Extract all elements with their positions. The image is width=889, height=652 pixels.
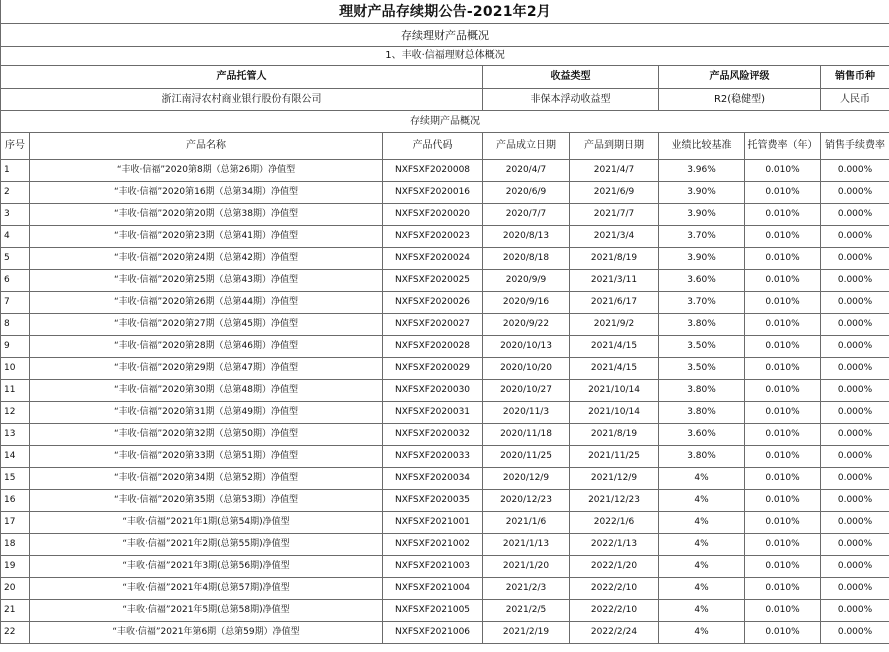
row-number: 5: [1, 248, 30, 270]
product-name: “丰收·信福”2020第16期（总第34期）净值型: [30, 182, 383, 204]
custody-fee: 0.010%: [745, 336, 821, 358]
end-date: 2021/4/15: [570, 336, 659, 358]
custody-fee: 0.010%: [745, 358, 821, 380]
table-row: [1, 402, 889, 424]
product-name: “丰收·信福”2020第33期（总第51期）净值型: [30, 446, 383, 468]
sales-fee: 0.000%: [821, 292, 889, 314]
benchmark: 4%: [659, 534, 745, 556]
custody-fee: 0.010%: [745, 314, 821, 336]
sales-fee: 0.000%: [821, 160, 889, 182]
start-date: 2020/9/22: [483, 314, 570, 336]
table-row: [1, 534, 889, 556]
section-overview-heading: 1、丰收·信福理财总体概况: [1, 47, 889, 66]
table-row: [1, 600, 889, 622]
end-date: 2022/1/13: [570, 534, 659, 556]
benchmark: 3.90%: [659, 248, 745, 270]
product-name: “丰收·信福”2021年2期(总第55期)净值型: [30, 534, 383, 556]
end-date: 2021/4/15: [570, 358, 659, 380]
sales-fee: 0.000%: [821, 182, 889, 204]
row-number: 7: [1, 292, 30, 314]
end-date: 2021/12/9: [570, 468, 659, 490]
table-row: [1, 336, 889, 358]
end-date: 2021/3/11: [570, 270, 659, 292]
product-code: NXFSXF2020008: [383, 160, 483, 182]
subtitle: 存续理财产品概况: [1, 24, 889, 47]
risk-level-header: 产品风险评级: [659, 66, 821, 89]
start-date: 2020/11/18: [483, 424, 570, 446]
product-code: NXFSXF2020028: [383, 336, 483, 358]
sales-fee: 0.000%: [821, 534, 889, 556]
sales-fee: 0.000%: [821, 402, 889, 424]
start-date: 2020/7/7: [483, 204, 570, 226]
custody-fee: 0.010%: [745, 270, 821, 292]
start-date: 2021/2/3: [483, 578, 570, 600]
benchmark: 3.90%: [659, 204, 745, 226]
row-number: 10: [1, 358, 30, 380]
col-header-benchmark: 业绩比较基准: [659, 133, 745, 160]
table-row: [1, 380, 889, 402]
product-code: NXFSXF2020020: [383, 204, 483, 226]
row-number: 18: [1, 534, 30, 556]
col-header-name: 产品名称: [30, 133, 383, 160]
income-type-header: 收益类型: [483, 66, 659, 89]
table-row: [1, 160, 889, 182]
sales-fee: 0.000%: [821, 314, 889, 336]
benchmark: 4%: [659, 600, 745, 622]
col-header-sales-fee: 销售手续费率: [821, 133, 889, 160]
sales-fee: 0.000%: [821, 248, 889, 270]
end-date: 2021/6/17: [570, 292, 659, 314]
table-row: [1, 270, 889, 292]
row-number: 2: [1, 182, 30, 204]
sales-fee: 0.000%: [821, 622, 889, 644]
custody-fee: 0.010%: [745, 600, 821, 622]
custody-fee: 0.010%: [745, 490, 821, 512]
product-name: “丰收·信福”2020第25期（总第43期）净值型: [30, 270, 383, 292]
section-products-heading: 存续期产品概况: [1, 111, 889, 133]
table-row: [1, 358, 889, 380]
start-date: 2020/10/13: [483, 336, 570, 358]
product-code: NXFSXF2020031: [383, 402, 483, 424]
risk-level-value: R2(稳健型): [659, 89, 821, 111]
product-code: NXFSXF2020027: [383, 314, 483, 336]
row-number: 3: [1, 204, 30, 226]
end-date: 2021/9/2: [570, 314, 659, 336]
sales-fee: 0.000%: [821, 226, 889, 248]
custodian-value: 浙江南浔农村商业银行股份有限公司: [1, 89, 483, 111]
start-date: 2021/2/19: [483, 622, 570, 644]
benchmark: 4%: [659, 468, 745, 490]
benchmark: 4%: [659, 556, 745, 578]
row-number: 4: [1, 226, 30, 248]
product-name: “丰收·信福”2020第24期（总第42期）净值型: [30, 248, 383, 270]
row-number: 1: [1, 160, 30, 182]
custody-fee: 0.010%: [745, 204, 821, 226]
row-number: 11: [1, 380, 30, 402]
sales-fee: 0.000%: [821, 600, 889, 622]
custody-fee: 0.010%: [745, 622, 821, 644]
custody-fee: 0.010%: [745, 424, 821, 446]
row-number: 22: [1, 622, 30, 644]
start-date: 2021/1/6: [483, 512, 570, 534]
table-row: [1, 468, 889, 490]
start-date: 2020/4/7: [483, 160, 570, 182]
row-number: 8: [1, 314, 30, 336]
col-header-code: 产品代码: [383, 133, 483, 160]
start-date: 2020/8/18: [483, 248, 570, 270]
benchmark: 3.70%: [659, 226, 745, 248]
income-type-value: 非保本浮动收益型: [483, 89, 659, 111]
custody-fee: 0.010%: [745, 446, 821, 468]
custody-fee: 0.010%: [745, 534, 821, 556]
end-date: 2021/3/4: [570, 226, 659, 248]
table-row: [1, 490, 889, 512]
custody-fee: 0.010%: [745, 226, 821, 248]
row-number: 17: [1, 512, 30, 534]
product-code: NXFSXF2020030: [383, 380, 483, 402]
end-date: 2022/1/6: [570, 512, 659, 534]
product-code: NXFSXF2020029: [383, 358, 483, 380]
table-row: [1, 556, 889, 578]
table-row: [1, 578, 889, 600]
table-row: [1, 424, 889, 446]
table-row: [1, 512, 889, 534]
table-row: [1, 446, 889, 468]
product-name: “丰收·信福”2020第20期（总第38期）净值型: [30, 204, 383, 226]
sales-fee: 0.000%: [821, 468, 889, 490]
product-code: NXFSXF2020026: [383, 292, 483, 314]
custody-fee: 0.010%: [745, 292, 821, 314]
sales-fee: 0.000%: [821, 336, 889, 358]
product-code: NXFSXF2020033: [383, 446, 483, 468]
benchmark: 3.60%: [659, 270, 745, 292]
benchmark: 4%: [659, 512, 745, 534]
product-code: NXFSXF2021006: [383, 622, 483, 644]
end-date: 2021/8/19: [570, 424, 659, 446]
page-title: 理财产品存续期公告-2021年2月: [1, 0, 889, 24]
end-date: 2021/4/7: [570, 160, 659, 182]
end-date: 2021/12/23: [570, 490, 659, 512]
row-number: 15: [1, 468, 30, 490]
benchmark: 4%: [659, 490, 745, 512]
product-name: “丰收·信福”2021年第6期（总第59期）净值型: [30, 622, 383, 644]
product-code: NXFSXF2021005: [383, 600, 483, 622]
sales-fee: 0.000%: [821, 270, 889, 292]
end-date: 2021/10/14: [570, 402, 659, 424]
product-code: NXFSXF2021002: [383, 534, 483, 556]
sales-fee: 0.000%: [821, 490, 889, 512]
start-date: 2021/2/5: [483, 600, 570, 622]
end-date: 2022/2/24: [570, 622, 659, 644]
end-date: 2022/2/10: [570, 578, 659, 600]
sales-fee: 0.000%: [821, 424, 889, 446]
benchmark: 3.80%: [659, 380, 745, 402]
table-row: [1, 204, 889, 226]
start-date: 2020/9/16: [483, 292, 570, 314]
row-number: 19: [1, 556, 30, 578]
benchmark: 3.90%: [659, 182, 745, 204]
benchmark: 3.50%: [659, 336, 745, 358]
table-row: [1, 622, 889, 644]
product-code: NXFSXF2021003: [383, 556, 483, 578]
sales-fee: 0.000%: [821, 380, 889, 402]
start-date: 2020/12/23: [483, 490, 570, 512]
benchmark: 3.80%: [659, 446, 745, 468]
col-header-start-date: 产品成立日期: [483, 133, 570, 160]
product-name: “丰收·信福”2020第31期（总第49期）净值型: [30, 402, 383, 424]
benchmark: 3.80%: [659, 314, 745, 336]
start-date: 2020/11/25: [483, 446, 570, 468]
start-date: 2021/1/13: [483, 534, 570, 556]
table-row: [1, 314, 889, 336]
end-date: 2022/2/10: [570, 600, 659, 622]
start-date: 2021/1/20: [483, 556, 570, 578]
product-name: “丰收·信福”2020第8期（总第26期）净值型: [30, 160, 383, 182]
product-code: NXFSXF2020032: [383, 424, 483, 446]
sales-fee: 0.000%: [821, 358, 889, 380]
row-number: 20: [1, 578, 30, 600]
product-name: “丰收·信福”2020第30期（总第48期）净值型: [30, 380, 383, 402]
custodian-header: 产品托管人: [1, 66, 483, 89]
product-name: “丰收·信福”2021年5期(总第58期)净值型: [30, 600, 383, 622]
row-number: 14: [1, 446, 30, 468]
product-name: “丰收·信福”2020第23期（总第41期）净值型: [30, 226, 383, 248]
table-row: [1, 292, 889, 314]
product-name: “丰收·信福”2020第29期（总第47期）净值型: [30, 358, 383, 380]
col-header-custody-fee: 托管费率（年）: [745, 133, 821, 160]
table-row: [1, 248, 889, 270]
benchmark: 3.80%: [659, 402, 745, 424]
sales-fee: 0.000%: [821, 556, 889, 578]
product-code: NXFSXF2020035: [383, 490, 483, 512]
product-code: NXFSXF2020025: [383, 270, 483, 292]
product-name: “丰收·信福”2020第27期（总第45期）净值型: [30, 314, 383, 336]
product-name: “丰收·信福”2021年4期(总第57期)净值型: [30, 578, 383, 600]
product-name: “丰收·信福”2020第32期（总第50期）净值型: [30, 424, 383, 446]
product-name: “丰收·信福”2020第34期（总第52期）净值型: [30, 468, 383, 490]
sales-fee: 0.000%: [821, 578, 889, 600]
end-date: 2022/1/20: [570, 556, 659, 578]
column-header-row: [1, 133, 889, 160]
start-date: 2020/10/20: [483, 358, 570, 380]
custody-fee: 0.010%: [745, 512, 821, 534]
benchmark: 3.96%: [659, 160, 745, 182]
start-date: 2020/6/9: [483, 182, 570, 204]
currency-value: 人民币: [821, 89, 889, 111]
custody-fee: 0.010%: [745, 380, 821, 402]
end-date: 2021/10/14: [570, 380, 659, 402]
product-name: “丰收·信福”2020第26期（总第44期）净值型: [30, 292, 383, 314]
row-number: 12: [1, 402, 30, 424]
benchmark: 3.50%: [659, 358, 745, 380]
row-number: 9: [1, 336, 30, 358]
product-code: NXFSXF2020023: [383, 226, 483, 248]
currency-header: 销售币种: [821, 66, 889, 89]
product-name: “丰收·信福”2021年3期(总第56期)净值型: [30, 556, 383, 578]
custody-fee: 0.010%: [745, 160, 821, 182]
row-number: 21: [1, 600, 30, 622]
sales-fee: 0.000%: [821, 446, 889, 468]
start-date: 2020/12/9: [483, 468, 570, 490]
benchmark: 4%: [659, 622, 745, 644]
product-name: “丰收·信福”2020第35期（总第53期）净值型: [30, 490, 383, 512]
col-header-end-date: 产品到期日期: [570, 133, 659, 160]
start-date: 2020/10/27: [483, 380, 570, 402]
custody-fee: 0.010%: [745, 468, 821, 490]
col-header-no: 序号: [1, 133, 30, 160]
start-date: 2020/9/9: [483, 270, 570, 292]
table-row: [1, 182, 889, 204]
start-date: 2020/11/3: [483, 402, 570, 424]
benchmark: 3.70%: [659, 292, 745, 314]
benchmark: 3.60%: [659, 424, 745, 446]
start-date: 2020/8/13: [483, 226, 570, 248]
custody-fee: 0.010%: [745, 248, 821, 270]
end-date: 2021/7/7: [570, 204, 659, 226]
row-number: 16: [1, 490, 30, 512]
table-row: [1, 226, 889, 248]
product-code: NXFSXF2020034: [383, 468, 483, 490]
row-number: 13: [1, 424, 30, 446]
custody-fee: 0.010%: [745, 182, 821, 204]
row-number: 6: [1, 270, 30, 292]
custody-fee: 0.010%: [745, 556, 821, 578]
sales-fee: 0.000%: [821, 512, 889, 534]
end-date: 2021/8/19: [570, 248, 659, 270]
product-name: “丰收·信福”2020第28期（总第46期）净值型: [30, 336, 383, 358]
custody-fee: 0.010%: [745, 578, 821, 600]
product-code: NXFSXF2021004: [383, 578, 483, 600]
end-date: 2021/11/25: [570, 446, 659, 468]
end-date: 2021/6/9: [570, 182, 659, 204]
product-name: “丰收·信福”2021年1期(总第54期)净值型: [30, 512, 383, 534]
product-code: NXFSXF2021001: [383, 512, 483, 534]
sales-fee: 0.000%: [821, 204, 889, 226]
benchmark: 4%: [659, 578, 745, 600]
product-code: NXFSXF2020024: [383, 248, 483, 270]
product-code: NXFSXF2020016: [383, 182, 483, 204]
custody-fee: 0.010%: [745, 402, 821, 424]
